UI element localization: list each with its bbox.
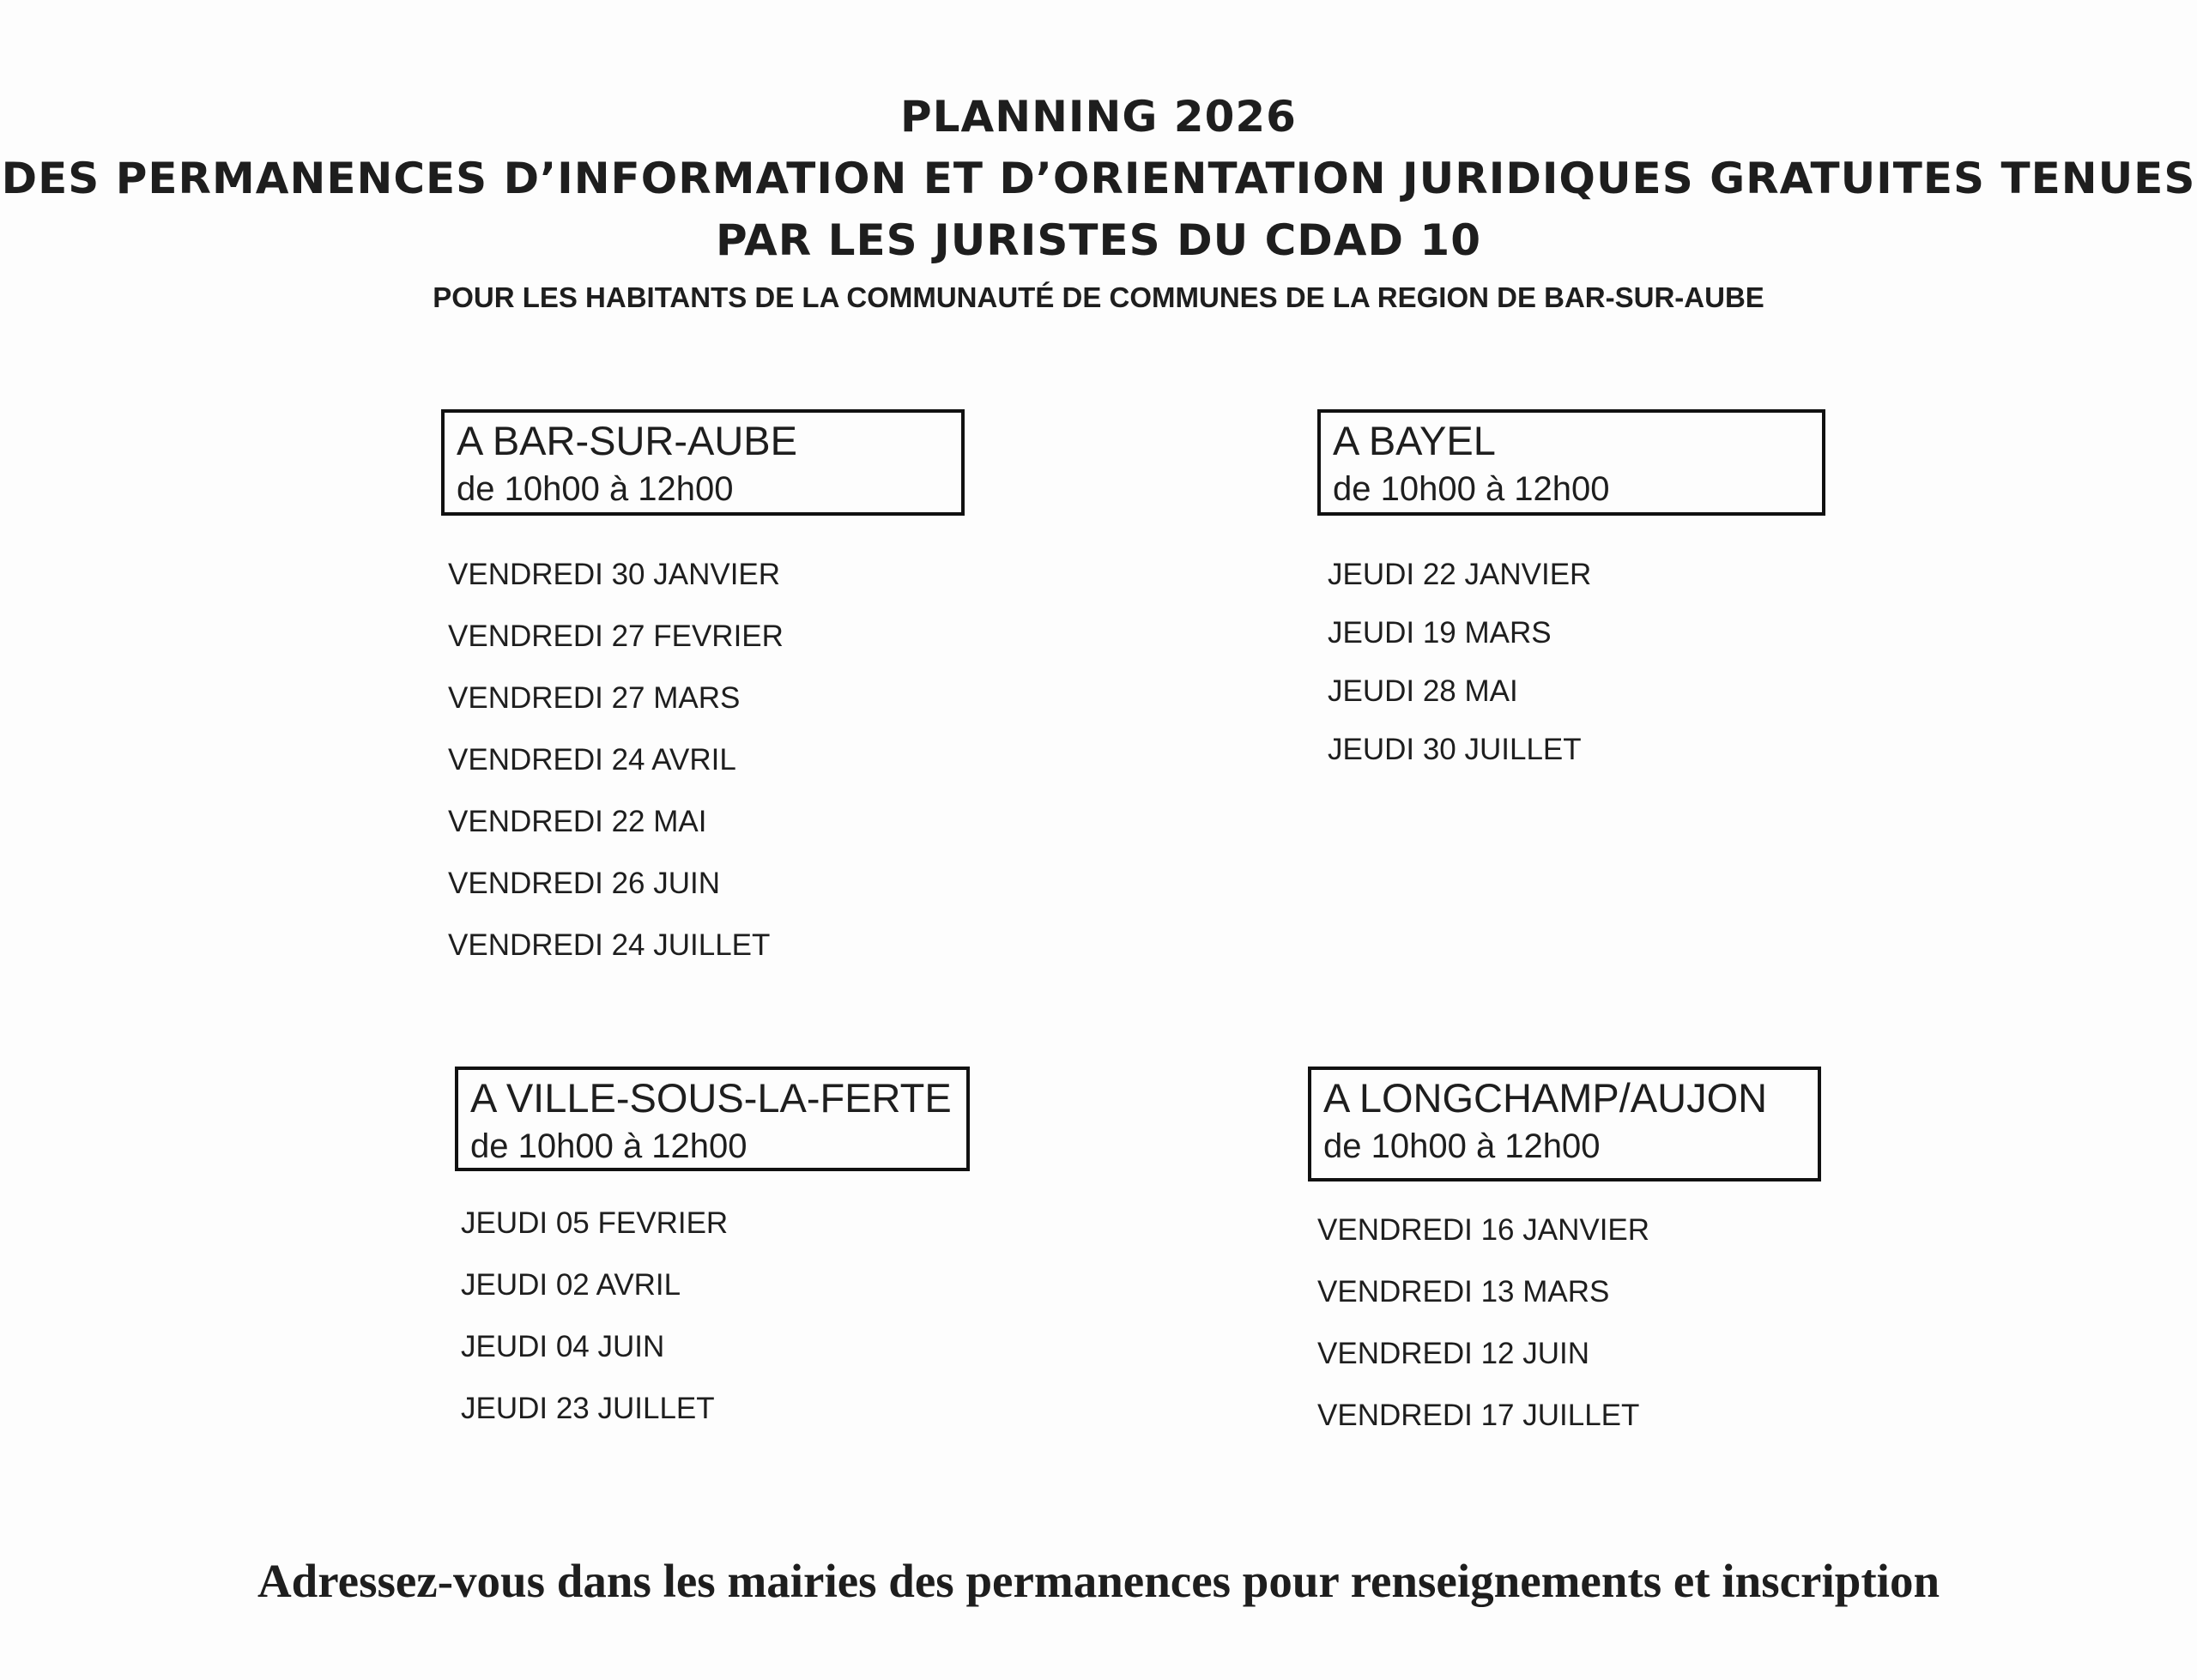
list-item: VENDREDI 13 MARS xyxy=(1317,1275,1610,1308)
list-item: VENDREDI 24 AVRIL xyxy=(448,743,736,777)
list-item: JEUDI 19 MARS xyxy=(1328,616,1552,650)
planning-title: PLANNING 2026 xyxy=(900,92,1297,142)
list-item: JEUDI 30 JUILLET xyxy=(1328,733,1582,766)
date-list-longchamp-aujon xyxy=(1317,1213,1649,1460)
list-item: JEUDI 28 MAI xyxy=(1328,674,1518,708)
list-item: VENDREDI 16 JANVIER xyxy=(1317,1213,1650,1247)
location-box-ville-sous-la-ferte xyxy=(455,1067,970,1171)
location-box-bar-sur-aube xyxy=(441,409,965,516)
list-item: VENDREDI 27 MARS xyxy=(448,681,741,715)
subtitle: POUR LES HABITANTS DE LA COMMUNAUTÉ DE COMMUNES DE LA REGION DE BAR-SUR-AUBE xyxy=(433,281,1764,313)
location-hours: de 10h00 à 12h00 xyxy=(470,1127,747,1165)
list-item: VENDREDI 30 JANVIER xyxy=(448,558,781,591)
date-list-bayel xyxy=(1328,558,1591,791)
location-name: A BAR-SUR-AUBE xyxy=(457,418,797,463)
list-item: JEUDI 04 JUIN xyxy=(461,1330,665,1363)
list-item: VENDREDI 27 FEVRIER xyxy=(448,619,784,653)
list-item: JEUDI 02 AVRIL xyxy=(461,1268,681,1302)
title-line-3: PAR LES JURISTES DU CDAD 10 xyxy=(716,215,1481,265)
location-name: A LONGCHAMP/AUJON xyxy=(1323,1075,1768,1121)
list-item: VENDREDI 22 MAI xyxy=(448,805,707,838)
list-item: VENDREDI 12 JUIN xyxy=(1317,1337,1590,1370)
location-hours: de 10h00 à 12h00 xyxy=(1323,1127,1601,1165)
location-box-bayel xyxy=(1317,409,1825,516)
list-item: JEUDI 23 JUILLET xyxy=(461,1392,715,1425)
location-hours: de 10h00 à 12h00 xyxy=(1333,470,1610,508)
location-hours: de 10h00 à 12h00 xyxy=(457,470,734,508)
footer-note: Adressez-vous dans les mairies des permanences pour renseignements et inscription xyxy=(257,1555,1940,1607)
date-list-ville-sous-la-ferte xyxy=(461,1206,728,1453)
location-name: A VILLE-SOUS-LA-FERTE xyxy=(470,1075,952,1121)
list-item: JEUDI 05 FEVRIER xyxy=(461,1206,729,1240)
list-item: VENDREDI 26 JUIN xyxy=(448,867,721,900)
title-line-2: DES PERMANENCES D’INFORMATION ET D’ORIENTATION JURIDIQUES GRATUITES TENUES xyxy=(1,154,2196,203)
document-header xyxy=(0,86,2197,319)
location-box-longchamp-aujon xyxy=(1308,1067,1821,1181)
location-name: A BAYEL xyxy=(1333,418,1496,463)
list-item: VENDREDI 17 JUILLET xyxy=(1317,1399,1640,1432)
list-item: JEUDI 22 JANVIER xyxy=(1328,558,1592,591)
date-list-bar-sur-aube xyxy=(448,558,784,990)
list-item: VENDREDI 24 JUILLET xyxy=(448,928,771,962)
